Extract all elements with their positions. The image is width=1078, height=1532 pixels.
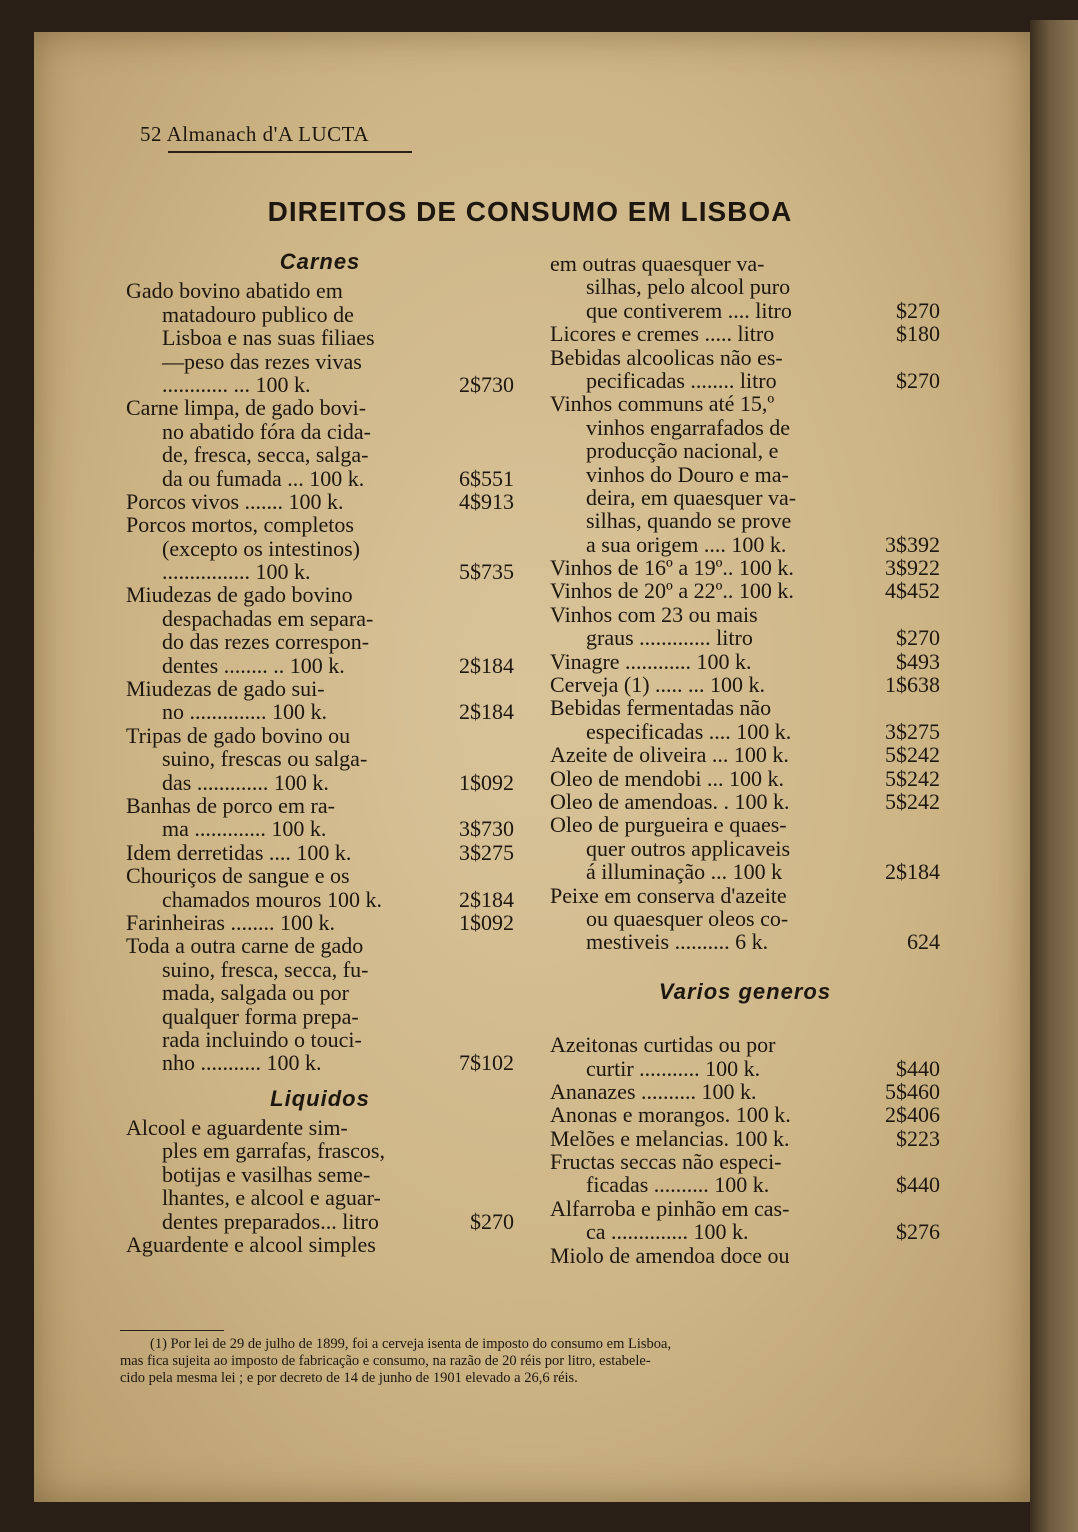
tariff-item (126, 1116, 514, 1233)
page-edge (1030, 20, 1078, 1532)
footnote-rule (120, 1330, 224, 1331)
item-unit: Cerveja (1) ..... ... 100 k. (550, 672, 766, 698)
item-unit: Oleo de mendobi ... 100 k. (550, 765, 785, 791)
item-line: ou quaesquer oleos co- (586, 905, 789, 931)
tariff-item (550, 1244, 940, 1267)
item-line: Gado bovino abatido em (126, 278, 343, 304)
tariff-item (126, 1233, 514, 1256)
carnes-list (126, 279, 514, 1074)
item-line: (excepto os intestinos) (162, 535, 360, 561)
item-line: Miudezas de gado bovino (126, 582, 353, 608)
item-price: 1$638 (885, 672, 940, 698)
item-line: —peso das rezes vivas (162, 348, 362, 374)
item-line: Oleo de purgueira e quaes- (550, 812, 787, 838)
item-unit-line (126, 490, 514, 513)
item-line: vinhos do Douro e ma- (586, 461, 789, 487)
item-unit-line (550, 1173, 940, 1196)
item-unit: ma ............. 100 k. (162, 816, 327, 842)
tariff-item (550, 1127, 940, 1150)
item-line: mada, salgada ou por (162, 980, 349, 1006)
item-line: Alfarroba e pinhão em cas- (550, 1195, 790, 1221)
tariff-item (550, 392, 940, 556)
item-unit: Anonas e morangos. 100 k. (550, 1102, 791, 1128)
item-unit-line (550, 650, 940, 673)
liquidos-list (126, 1116, 514, 1256)
item-line: Tripas de gado bovino ou (126, 722, 351, 748)
tariff-item (126, 724, 514, 794)
header-rule (168, 151, 412, 153)
tariff-item (550, 252, 940, 322)
tariff-item (126, 864, 514, 911)
tariff-item (550, 556, 940, 579)
item-price: $493 (896, 648, 940, 674)
item-unit: curtir ........... 100 k. (586, 1055, 761, 1081)
item-unit-line (550, 556, 940, 579)
item-price: $223 (896, 1125, 940, 1151)
item-price: 3$922 (885, 555, 940, 581)
item-unit: dentes preparados... litro (162, 1208, 379, 1234)
item-unit-line (550, 1057, 940, 1080)
item-unit-line (550, 767, 940, 790)
item-line: vinhos engarrafados de (586, 414, 791, 440)
item-line: Peixe em conserva d'azeite (550, 882, 787, 908)
item-price: 2$730 (459, 371, 514, 397)
item-price: 5$242 (885, 788, 940, 814)
tariff-item (550, 813, 940, 883)
item-line: Bebidas fermentadas não (550, 695, 772, 721)
item-unit-line (126, 888, 514, 911)
section-heading-varios: Varios generos (658, 978, 832, 1004)
item-line: rada incluindo o touci- (162, 1026, 362, 1052)
item-unit: especificadas .... 100 k. (586, 718, 792, 744)
item-line: producção nacional, e (586, 438, 779, 464)
footnote (120, 1336, 940, 1387)
tariff-item (126, 841, 514, 864)
item-price: $440 (896, 1055, 940, 1081)
item-unit: Melões e melancias. 100 k. (550, 1125, 790, 1151)
tariff-item (550, 696, 940, 743)
item-unit-line (550, 1103, 940, 1126)
item-line: no abatido fóra da cida- (162, 418, 371, 444)
item-line: Azeitonas curtidas ou por (550, 1032, 776, 1058)
item-line: Alcool e aguardente sim- (126, 1115, 348, 1141)
item-line: Banhas de porco em ra- (126, 793, 335, 818)
item-line: Miudezas de gado sui- (126, 676, 325, 702)
tariff-item (126, 396, 514, 490)
item-price: 5$242 (885, 742, 940, 768)
item-unit: pecificadas ........ litro (586, 367, 777, 393)
item-unit-line (126, 1210, 514, 1233)
item-unit-line (126, 700, 514, 723)
item-line: em outras quaesquer va- (550, 251, 765, 276)
item-line: silhas, quando se prove (586, 508, 792, 534)
item-unit: que contiverem .... litro (586, 297, 792, 323)
tariff-item (550, 767, 940, 790)
item-price: $270 (896, 367, 940, 393)
item-price: 3$730 (459, 816, 514, 842)
footnote-line: (1) Por lei de 29 de julho de 1899, foi a cerveja isenta de imposto do consumo em Lisboa, (150, 1336, 672, 1352)
item-line: Porcos mortos, completos (126, 512, 354, 538)
item-unit-line (550, 720, 940, 743)
item-unit: Ananazes .......... 100 k. (550, 1078, 757, 1104)
item-unit: da ou fumada ... 100 k. (162, 465, 365, 491)
item-unit: nho ........... 100 k. (162, 1050, 322, 1076)
item-line: suino, fresca, secca, fu- (162, 956, 369, 982)
tariff-item (126, 490, 514, 513)
item-line: Chouriços de sangue e os (126, 863, 350, 889)
item-unit: dentes ........ .. 100 k. (162, 652, 345, 678)
item-unit-line (550, 299, 940, 322)
item-unit-line (550, 626, 940, 649)
item-unit-line (550, 1127, 940, 1150)
section-heading-liquidos: Liquidos (270, 1085, 370, 1111)
item-unit: ................ 100 k. (162, 559, 311, 585)
item-line: Aguardente e alcool simples (126, 1232, 376, 1258)
item-price: 1$092 (459, 769, 514, 795)
item-unit-line (550, 743, 940, 766)
tariff-item (550, 1033, 940, 1080)
tariff-item (126, 279, 514, 396)
tariff-item (126, 583, 514, 677)
tariff-item (550, 743, 940, 766)
item-unit: das ............. 100 k. (162, 769, 329, 795)
item-line: quer outros applicaveis (586, 835, 791, 861)
tariff-item (550, 346, 940, 393)
item-unit-line (550, 930, 940, 953)
item-unit-line (550, 533, 940, 556)
item-line: despachadas em separa- (162, 605, 374, 631)
item-line: Fructas seccas não especi- (550, 1149, 782, 1175)
tariff-item (550, 603, 940, 650)
item-price: 2$184 (459, 652, 514, 678)
item-unit-line (126, 817, 514, 840)
tariff-item (550, 579, 940, 602)
tariff-item (126, 934, 514, 1074)
tariff-item (126, 911, 514, 934)
item-price: 5$242 (885, 765, 940, 791)
tariff-item (550, 1197, 940, 1244)
item-unit-line (550, 579, 940, 602)
section-heading-carnes: Carnes (279, 249, 361, 274)
item-unit: mestiveis .......... 6 k. (586, 929, 769, 955)
item-price: 1$092 (459, 909, 514, 935)
item-unit: ca .............. 100 k. (586, 1219, 749, 1245)
item-line: Lisboa e nas suas filiaes (162, 325, 375, 351)
item-price: 2$184 (459, 699, 514, 725)
item-line: Vinhos communs até 15,º (550, 391, 775, 417)
item-line: deira, em quaesquer va- (586, 484, 797, 510)
item-unit: Porcos vivos ....... 100 k. (126, 488, 344, 514)
item-unit: Vinagre ............ 100 k. (550, 648, 752, 674)
varios-list (550, 1033, 940, 1267)
item-price: 6$551 (459, 465, 514, 491)
tariff-item (126, 677, 514, 724)
item-unit: Azeite de oliveira ... 100 k. (550, 742, 789, 768)
item-unit: ............ ... 100 k. (162, 371, 311, 397)
item-unit: no .............. 100 k. (162, 699, 327, 725)
item-price: $276 (896, 1219, 940, 1245)
item-line: suino, frescas ou salga- (162, 746, 368, 772)
item-unit: chamados mouros 100 k. (162, 886, 382, 912)
item-line: Miolo de amendoa doce ou (550, 1242, 790, 1268)
right-column (550, 252, 940, 1267)
tariff-item (550, 650, 940, 673)
item-unit-line (126, 654, 514, 677)
item-unit-line (126, 841, 514, 864)
item-line: qualquer forma prepa- (162, 1003, 359, 1029)
running-header (140, 122, 369, 147)
item-unit-line (550, 1080, 940, 1103)
tariff-item (550, 884, 940, 954)
item-line: Bebidas alcoolicas não es- (550, 344, 783, 370)
item-line: Carne limpa, de gado bovi- (126, 395, 367, 421)
item-unit-line (126, 467, 514, 490)
item-price: 2$406 (885, 1102, 940, 1128)
item-unit-line (550, 1220, 940, 1243)
footnote-line: mas fica sujeita ao imposto de fabricação e consumo, na razão de 20 réis por litro, estabele- (120, 1353, 651, 1369)
item-price: 2$184 (459, 886, 514, 912)
tariff-item (550, 1150, 940, 1197)
tariff-item (550, 1080, 940, 1103)
item-price: 4$913 (459, 488, 514, 514)
item-unit: Farinheiras ........ 100 k. (126, 909, 335, 935)
tariff-item (126, 794, 514, 841)
item-unit: Oleo de amendoas. . 100 k. (550, 788, 790, 814)
page-number: 52 (140, 122, 162, 146)
item-price: $440 (896, 1172, 940, 1198)
item-price: 7$102 (459, 1050, 514, 1076)
item-price: 5$735 (459, 559, 514, 585)
tariff-item (550, 322, 940, 345)
item-unit-line (126, 560, 514, 583)
item-unit: graus ............. litro (586, 625, 753, 651)
item-unit-line (550, 790, 940, 813)
item-line: lhantes, e alcool e aguar- (162, 1185, 381, 1211)
item-line: de, fresca, secca, salga- (162, 442, 369, 468)
item-unit-line (126, 771, 514, 794)
item-unit-line (550, 369, 940, 392)
item-price: 624 (907, 929, 940, 955)
item-unit-line (126, 1051, 514, 1074)
item-line: silhas, pelo alcool puro (586, 274, 791, 300)
page-title: DIREITOS DE CONSUMO EM LISBOA (267, 196, 793, 227)
tariff-item (550, 790, 940, 813)
item-unit-line (126, 373, 514, 396)
liquidos-continued-list (550, 252, 940, 954)
item-line: ples em garrafas, frascos, (162, 1138, 385, 1164)
item-unit-line (550, 322, 940, 345)
running-title: Almanach d'A LUCTA (166, 122, 369, 146)
item-price: 3$275 (885, 718, 940, 744)
item-unit: á illuminação ... 100 k (586, 859, 783, 885)
item-unit-line (550, 673, 940, 696)
item-unit: ficadas .......... 100 k. (586, 1172, 770, 1198)
item-price: 4$452 (885, 578, 940, 604)
item-price: $270 (470, 1208, 514, 1234)
item-unit-line (550, 860, 940, 883)
item-unit-line (126, 911, 514, 934)
item-unit: Vinhos de 16º a 19º.. 100 k. (550, 555, 794, 581)
item-unit: a sua origem .... 100 k. (586, 531, 787, 557)
tariff-item (550, 673, 940, 696)
item-line: botijas e vasilhas seme- (162, 1161, 371, 1187)
item-price: $270 (896, 625, 940, 651)
item-price: 3$392 (885, 531, 940, 557)
item-line: matadouro publico de (162, 301, 354, 327)
item-line: Vinhos com 23 ou mais (550, 601, 758, 627)
tariff-item (126, 513, 514, 583)
item-line: do das rezes correspon- (162, 629, 370, 655)
item-unit: Licores e cremes ..... litro (550, 321, 775, 347)
item-price: 3$275 (459, 839, 514, 865)
item-unit: Idem derretidas .... 100 k. (126, 839, 352, 865)
item-price: 2$184 (885, 859, 940, 885)
item-price: $180 (896, 321, 940, 347)
item-unit: Vinhos de 20º a 22º.. 100 k. (550, 578, 794, 604)
item-price: 5$460 (885, 1078, 940, 1104)
footnote-line: cido pela mesma lei ; e por decreto de 14 de junho de 1901 elevado a 26,6 réis. (120, 1370, 578, 1386)
left-column (126, 248, 514, 1256)
item-price: $270 (896, 297, 940, 323)
item-line: Toda a outra carne de gado (126, 933, 364, 959)
tariff-item (550, 1103, 940, 1126)
